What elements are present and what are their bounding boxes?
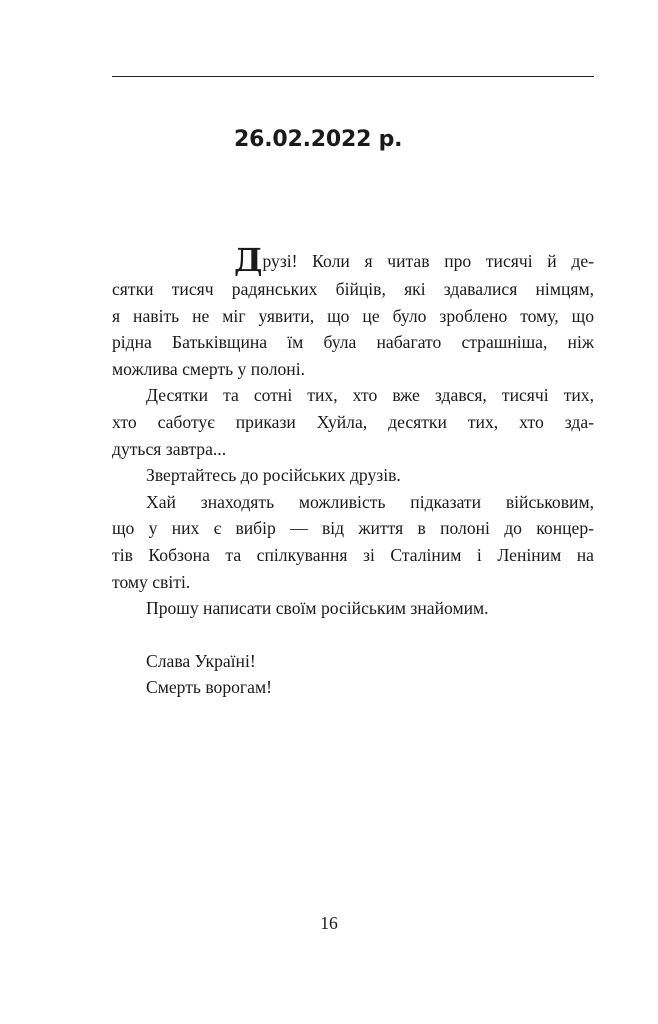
paragraph-1 <box>112 241 594 382</box>
paragraph-line: можлива смерть у полоні. <box>112 358 306 379</box>
paragraph-3 <box>112 462 594 489</box>
paragraph-line: тів Кобзона та спілкування зі Сталіним і Леніним на <box>112 544 594 565</box>
top-rule <box>112 76 594 77</box>
paragraph-line <box>112 241 594 279</box>
closing-line: Смерть ворогам! <box>146 677 272 698</box>
paragraph-line: я навіть не міг уявити, що це було зроблено тому, що <box>112 305 594 326</box>
drop-cap: Д <box>234 241 263 279</box>
paragraph-line: Прошу написати своїм російським знайомим. <box>146 598 489 619</box>
paragraph-4 <box>112 489 594 595</box>
paragraph-line: Звертайтесь до російських друзів. <box>146 465 401 486</box>
page-number: 16 <box>320 913 338 933</box>
closing-line: Слава Україні! <box>146 650 256 671</box>
paragraph-line: рідна Батьківщина їм була набагато страшніша, ніж <box>112 332 594 353</box>
paragraph-line: хто саботує прикази Хуйла, десятки тих, хто зда- <box>112 411 594 432</box>
paragraph-line: тому світі. <box>112 571 191 592</box>
closing-block <box>112 648 594 701</box>
entry-date: 26.02.2022 р. <box>234 127 403 152</box>
paragraph-line: сятки тисяч радянських бійців, які здавалися німцям, <box>112 279 594 299</box>
paragraph-5 <box>112 595 594 622</box>
paragraph-line: Десятки та сотні тих, хто вже здався, тисячі тих, <box>146 385 594 406</box>
line-text: рузі! Коли я читав про тисячі й де- <box>262 251 594 271</box>
paragraph-line: Хай знаходять можливість підказати військовим, <box>146 491 594 512</box>
paragraph-line: дуться завтра... <box>112 438 227 459</box>
paragraph-gap <box>112 622 594 648</box>
body-text <box>112 241 594 701</box>
paragraph-2 <box>112 382 594 462</box>
paragraph-line: що у них є вибір — від життя в полоні до концер- <box>112 518 594 539</box>
